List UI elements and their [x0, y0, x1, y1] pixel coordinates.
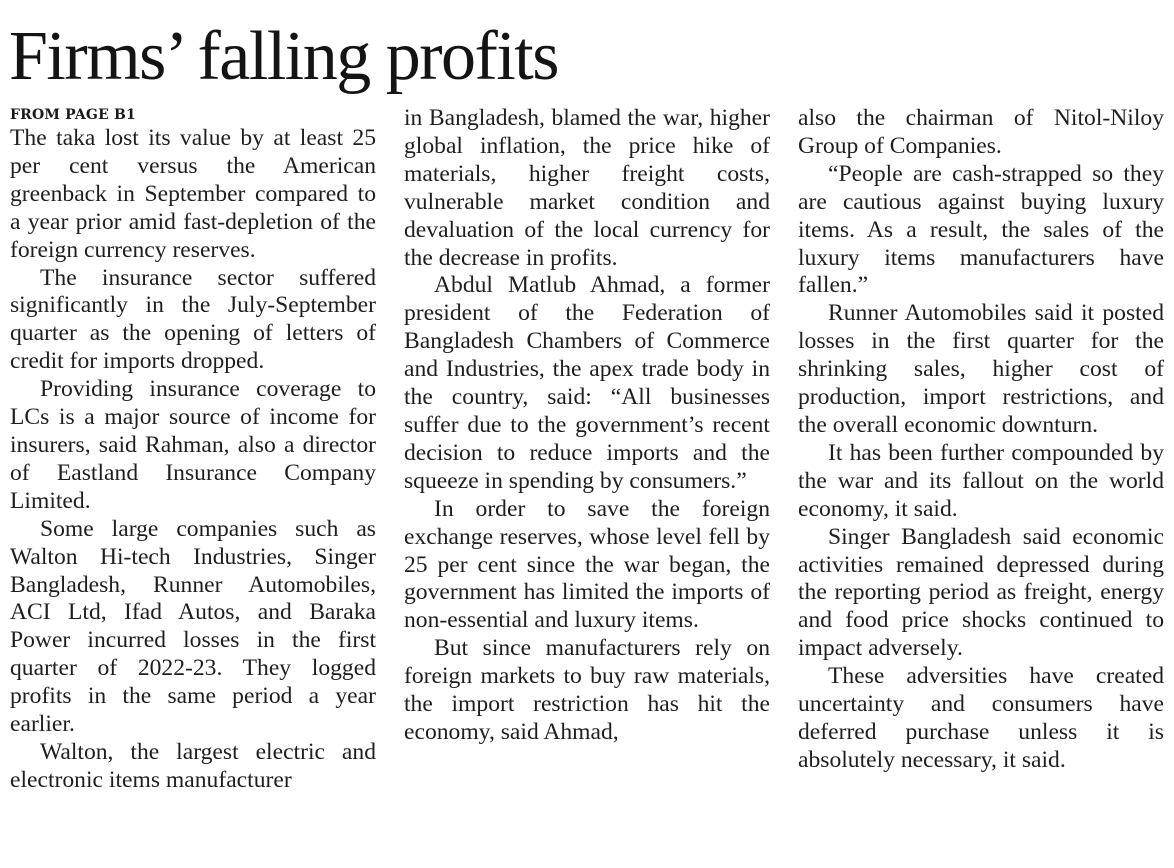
paragraph: Walton, the largest electric and electronic items manufacturer	[10, 738, 376, 793]
paragraph: But since manufacturers rely on foreign markets to buy raw materials, the import restriction has hit the economy, said Ahmad,	[404, 635, 770, 745]
paragraph: Providing insurance coverage to LCs is a major source of income for insurers, said Rahman, also a director of Eastland Insurance Company Limited.	[10, 376, 376, 514]
article-column-1	[10, 105, 376, 795]
headline: Firms’ falling profits	[9, 18, 558, 95]
paragraph: These adversities have created uncertainty and consumers have deferred purchase unless it is absolutely necessary, it said.	[798, 663, 1164, 773]
paragraph: Runner Automobiles said it posted losses in the first quarter for the shrinking sales, higher cost of production, import restrictions, and the overall economic downturn.	[798, 300, 1164, 438]
paragraph: Some large companies such as Walton Hi-tech Industries, Singer Bangladesh, Runner Automobiles, ACI Ltd, Ifad Autos, and Baraka Power incurred losses in the first quarter of 2022-23. They logged profits in the same period a year earlier.	[10, 515, 376, 738]
paragraph: The insurance sector suffered significantly in the July-September quarter as the opening of letters of credit for imports dropped.	[10, 264, 376, 375]
paragraph: also the chairman of Nitol-Niloy Group of Companies.	[798, 105, 1164, 159]
paragraph: In order to save the foreign exchange reserves, whose level fell by 25 per cent since the war began, the government has limited the imports of non-essential and luxury items.	[404, 495, 770, 634]
continuation-kicker: FROM PAGE B1	[10, 107, 136, 123]
paragraph: The taka lost its value by at least 25 per cent versus the American greenback in September compared to a year prior amid fast-depletion of the foreign currency reserves.	[10, 125, 376, 263]
article-column-3	[798, 105, 1164, 775]
paragraph: “People are cash-strapped so they are cautious against buying luxury items. As a result, the sales of the luxury items manufacturers have fallen.”	[798, 160, 1164, 299]
paragraph: Abdul Matlub Ahmad, a former president of the Federation of Bangladesh Chambers of Commerce and Industries, the apex trade body in the country, said: “All businesses suffer due to the government’s recent decision to reduce imports and the squeeze in spending by consumers.”	[404, 272, 770, 494]
paragraph: Singer Bangladesh said economic activities remained depressed during the reporting period as freight, energy and food price shocks continued to impact adversely.	[798, 523, 1164, 662]
paragraph: in Bangladesh, blamed the war, higher global inflation, the price hike of materials, higher freight costs, vulnerable market condition and devaluation of the local currency for the decrease in profits.	[404, 105, 770, 271]
article-column-2	[404, 105, 770, 747]
paragraph: It has been further compounded by the war and its fallout on the world economy, it said.	[798, 439, 1164, 522]
